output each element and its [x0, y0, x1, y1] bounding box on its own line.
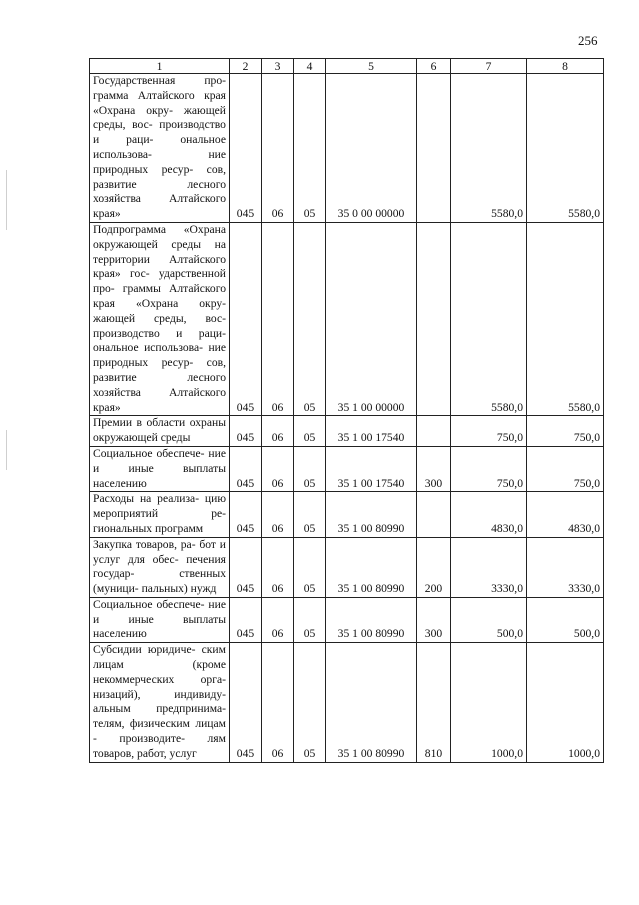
- header-col-8: 8: [527, 59, 604, 74]
- row-name-line: хозяйства Алтайского: [93, 385, 226, 399]
- table-row: [90, 446, 604, 491]
- table-row: [90, 492, 604, 537]
- amount-cell: 4830,0: [451, 492, 527, 537]
- row-name-line: Алтайского края» гос-: [93, 252, 226, 281]
- budget-table: [89, 58, 604, 763]
- row-name-line: грамма Алтайского: [93, 88, 195, 102]
- row-name-line: ональное использова-: [93, 133, 226, 161]
- row-name-cell: [90, 537, 230, 597]
- row-name-line: ние и иные выплаты: [93, 446, 226, 475]
- row-name-line: края «Охрана окру-: [93, 296, 226, 310]
- code-expense-type-cell: [417, 492, 451, 537]
- row-name-line: края «Охрана окру-: [93, 88, 226, 117]
- code-expense-type-cell: 300: [417, 597, 451, 642]
- amount-total-cell: 4830,0: [527, 492, 604, 537]
- row-name-line: низаций), индивиду-: [93, 687, 226, 701]
- code-target-cell: 35 1 00 17540: [326, 416, 417, 447]
- code-admin-cell: 045: [230, 74, 262, 223]
- row-name-line: хозяйства Алтайского: [93, 192, 226, 206]
- header-col-7: 7: [451, 59, 527, 74]
- row-name-line: цию мероприятий ре-: [93, 492, 226, 521]
- header-col-3: 3: [262, 59, 294, 74]
- row-name-line: производство и раци-: [93, 118, 226, 147]
- row-name-line: гиональных программ: [93, 521, 204, 535]
- header-row: [90, 59, 604, 74]
- row-name-cell: [90, 492, 230, 537]
- code-section-cell: 06: [262, 416, 294, 447]
- code-section-cell: 06: [262, 597, 294, 642]
- table-row: [90, 222, 604, 415]
- row-name-line: ственных (муници-: [93, 567, 226, 596]
- row-name-line: Премии в области: [93, 416, 186, 430]
- code-target-cell: 35 1 00 80990: [326, 597, 417, 642]
- code-section-cell: 06: [262, 537, 294, 597]
- page-number: 256: [578, 33, 598, 48]
- code-subsection-cell: 05: [294, 222, 326, 415]
- header-col-5: 5: [326, 59, 417, 74]
- amount-total-cell: 750,0: [527, 446, 604, 491]
- code-admin-cell: 045: [230, 446, 262, 491]
- row-name-cell: [90, 446, 230, 491]
- code-subsection-cell: 05: [294, 492, 326, 537]
- code-expense-type-cell: 300: [417, 446, 451, 491]
- row-name-line: Субсидии юридиче-: [93, 643, 196, 657]
- row-name-line: среды: [160, 431, 191, 445]
- row-name-cell: [90, 597, 230, 642]
- code-target-cell: 35 0 00 00000: [326, 74, 417, 223]
- code-section-cell: 06: [262, 74, 294, 223]
- table-row: [90, 643, 604, 762]
- row-name-line: альным предпринима-: [93, 702, 226, 716]
- code-expense-type-cell: [417, 416, 451, 447]
- row-name-cell: [90, 643, 230, 762]
- code-expense-type-cell: 810: [417, 643, 451, 762]
- row-name-line: ние природных ресур-: [93, 341, 226, 370]
- code-target-cell: 35 1 00 80990: [326, 492, 417, 537]
- row-name-cell: [90, 74, 230, 223]
- amount-total-cell: 5580,0: [527, 222, 604, 415]
- table-row: [90, 74, 604, 223]
- scan-edge-mark: [6, 430, 7, 470]
- row-name-line: среды на территории: [93, 237, 226, 266]
- code-expense-type-cell: [417, 222, 451, 415]
- table-row: [90, 597, 604, 642]
- amount-total-cell: 5580,0: [527, 74, 604, 223]
- amount-total-cell: 3330,0: [527, 537, 604, 597]
- code-subsection-cell: 05: [294, 643, 326, 762]
- row-name-line: Закупка товаров, ра-: [93, 537, 196, 551]
- amount-cell: 500,0: [451, 597, 527, 642]
- row-name-line: производство и раци-: [93, 326, 226, 340]
- code-section-cell: 06: [262, 222, 294, 415]
- code-expense-type-cell: 200: [417, 537, 451, 597]
- code-admin-cell: 045: [230, 597, 262, 642]
- code-subsection-cell: 05: [294, 597, 326, 642]
- row-name-line: граммы Алтайского: [122, 282, 226, 296]
- amount-cell: 5580,0: [451, 74, 527, 223]
- amount-cell: 3330,0: [451, 537, 527, 597]
- header-col-6: 6: [417, 59, 451, 74]
- code-target-cell: 35 1 00 17540: [326, 446, 417, 491]
- row-name-line: ональное использова-: [93, 341, 203, 355]
- row-name-line: ние природных ресур-: [93, 147, 226, 176]
- row-name-line: Социальное обеспече-: [93, 446, 205, 460]
- row-name-cell: [90, 416, 230, 447]
- row-name-line: пальных) нужд: [141, 582, 217, 596]
- code-section-cell: 06: [262, 492, 294, 537]
- row-name-line: лицам - производите-: [93, 717, 226, 746]
- row-name-line: населению: [93, 627, 147, 641]
- row-name-line: Подпрограмма: [93, 222, 166, 236]
- row-name-line: сов, развитие лесного: [93, 162, 226, 191]
- amount-cell: 1000,0: [451, 643, 527, 762]
- row-name-line: ским лицам (кроме: [93, 643, 226, 672]
- code-admin-cell: 045: [230, 222, 262, 415]
- code-target-cell: 35 1 00 80990: [326, 643, 417, 762]
- row-name-line: телям, физическим: [93, 717, 190, 731]
- code-section-cell: 06: [262, 643, 294, 762]
- amount-cell: 750,0: [451, 446, 527, 491]
- row-name-line: края»: [93, 207, 121, 221]
- code-subsection-cell: 05: [294, 416, 326, 447]
- row-name-line: жающей среды, вос-: [93, 103, 226, 132]
- header-col-2: 2: [230, 59, 262, 74]
- row-name-line: ние и иные выплаты: [93, 597, 226, 626]
- header-col-4: 4: [294, 59, 326, 74]
- row-name-line: населению: [93, 476, 147, 490]
- code-admin-cell: 045: [230, 416, 262, 447]
- row-name-line: некоммерческих орга-: [93, 672, 226, 686]
- row-name-line: охраны окружающей: [93, 416, 226, 445]
- code-target-cell: 35 1 00 80990: [326, 537, 417, 597]
- row-name-line: бот и услуг для обес-: [93, 537, 226, 566]
- code-admin-cell: 045: [230, 537, 262, 597]
- header-col-1: 1: [90, 59, 230, 74]
- code-section-cell: 06: [262, 446, 294, 491]
- table-row: [90, 537, 604, 597]
- amount-cell: 5580,0: [451, 222, 527, 415]
- scan-edge-mark: [6, 170, 7, 230]
- table-body: [90, 74, 604, 763]
- code-target-cell: 35 1 00 00000: [326, 222, 417, 415]
- code-admin-cell: 045: [230, 643, 262, 762]
- row-name-line: жающей среды, вос-: [93, 311, 226, 325]
- row-name-line: «Охрана окружающей: [93, 222, 226, 251]
- code-admin-cell: 045: [230, 492, 262, 537]
- row-name-line: Государственная про-: [93, 74, 226, 87]
- code-subsection-cell: 05: [294, 537, 326, 597]
- row-name-line: ударственной про-: [93, 267, 226, 296]
- code-subsection-cell: 05: [294, 446, 326, 491]
- row-name-line: Социальное обеспече-: [93, 597, 205, 611]
- amount-cell: 750,0: [451, 416, 527, 447]
- row-name-line: услуг: [169, 746, 197, 760]
- table-row: [90, 416, 604, 447]
- row-name-line: Расходы на реализа-: [93, 492, 200, 506]
- row-name-line: лям товаров, работ,: [93, 732, 226, 760]
- amount-total-cell: 1000,0: [527, 643, 604, 762]
- row-name-line: края»: [93, 400, 121, 414]
- row-name-line: печения государ-: [93, 552, 226, 581]
- code-subsection-cell: 05: [294, 74, 326, 223]
- amount-total-cell: 500,0: [527, 597, 604, 642]
- row-name-cell: [90, 222, 230, 415]
- code-expense-type-cell: [417, 74, 451, 223]
- amount-total-cell: 750,0: [527, 416, 604, 447]
- row-name-line: сов, развитие лесного: [93, 356, 226, 384]
